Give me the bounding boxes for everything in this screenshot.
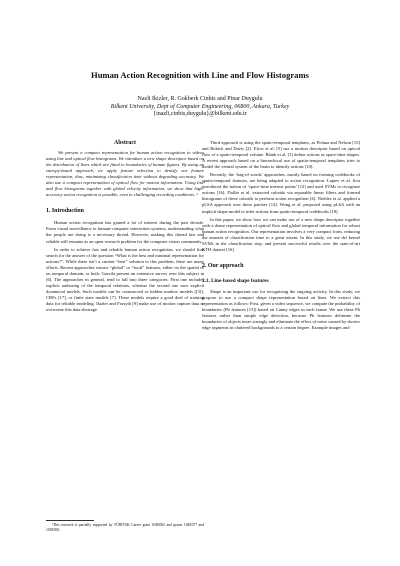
left-column: [46, 140, 204, 313]
author-block: [0, 96, 400, 119]
affiliation: Bilkent University, Dept of Computer Engineering, 06800, Ankara, Turkey: [110, 103, 290, 110]
footnote-text: ¹This research is partially supported by TÜBİTAK Career grant 104E065 and grants 104E077 and 105E065.: [46, 523, 204, 532]
abstract-text: We present a compact representation for human action recognition in videos using line and optical flow histograms. We introduce a new shape descriptor based on the distribution of lines which are fitted to boundaries of human figures. By using an entropy-based approach, we apply feature selection to densify our feature representation, thus, minimizing classification time without degrading accuracy. We also use a compact representation of optical flow for motion information. Using line and flow histograms together with global velocity information, we show that high-accuracy action recognition is possible, even in challenging recording conditions. ¹: [46, 150, 204, 198]
footnote-rule: [46, 520, 94, 521]
subsection-heading-line-features: 2.1. Line-based shape features: [202, 277, 269, 284]
footnote: [46, 520, 204, 533]
section-heading-introduction: 1. Introduction: [46, 208, 84, 215]
intro-paragraph-4: Recently, the ‘bag-of-words’ approaches, mostly based on forming codebooks of spatio-temporal features, are being adapted to action recognition. Laptev et al. first introduced the notion of ‘space-time interest points’ [12] and used SVMs to recognize actions [16]. Dollár et al. extracted cuboids via separable linear filters and formed histograms of these cuboids to perform action recognition [4]. Niebles et al. applied a pLSA approach over these patches [14]. Wong et al. proposed using pLSA with an implicit shape model to infer actions from spatio-temporal codebooks [18].: [202, 172, 360, 214]
paper-title: Human Action Recognition with Line and Flow Histograms: [91, 70, 309, 80]
abstract: [46, 150, 204, 198]
approach-paragraph-1: Shape is an important cue for recognizing the ongoing activity. In this study, we propose to use a compact shape representation based on lines. We extract this representation as follows: First, given a video sequence, we compute the probability of boundaries (Pb features [13]) based on Canny edges in each frame. We use these Pb features rather than simple edge detection, because Pb features delineate the boundaries of objects more strongly and eliminate the effect of noise caused by shorter edge segments in cluttered backgrounds to a certain degree. Example images and: [202, 288, 360, 331]
right-column: [202, 140, 360, 331]
section-heading-approach: 2. Our approach: [202, 262, 244, 269]
intro-paragraph-5: In this paper, we show how we can make use of a new shape descriptor together with a dense representation of optical flow and global temporal information for robust human action recognition. Our representation involves a very compact form, reducing the amount of classification time to a great extent. In this study, we use rbf kernel SVMs in the classification step, and present successful results over the state-of-art KTH dataset [16].: [202, 216, 360, 252]
author-names: Nazli Ikizler, R. Gokberk Cinbis and Pinar Duygulu: [137, 96, 263, 102]
abstract-heading: Abstract: [114, 140, 136, 146]
intro-paragraph-3: Third approach is using the spatio-temporal templates, as Polana and Nelson [15] and Bobick and Davis [2]. Efros et al. [5] use a motion descriptor based on optical flow of a spatio-temporal volume. Blank et al. [1] define actions as space-time shapes. A recent approach based on a hierarchical use of spatio-temporal templates tries to model the ventral system of the brain to identify actions [10].: [202, 140, 360, 170]
intro-paragraph-1: Human action recognition has gained a lot of interest during the past decade. From visual surveillance to human-computer interaction systems, understanding what the people are doing is a necessary thread. However, making this thread fast and reliable still remains as an open research problem for the computer vision community.: [46, 220, 204, 244]
author-emails: {inazli,cinbis,duygulu}@bilkent.edu.tr: [153, 111, 247, 118]
intro-paragraph-2: In order to achieve fast and reliable human action recognition, we should first search for the answer of the question “What is the best and minimal representation for actions?”. While there isn’t a current “best” solution to this problem, there are many efforts. Recent approaches extract “global” or “local” features, either on the spatial or on temporal domain, or both. Gavrila present an extensive survey over this subject in [6]. The approaches in general, tend to fall into three categories. First one includes explicit authoring of the temporal relations, whereas the second one uses explicit dynamical models. Such models can be constructed as hidden markov models ([3]), CRFs [17], or finite state models [7]. These models require a good deal of training data for reliable modeling. Ikizler and Forsyth [9] make use of motion capture data to overcome this data shortage.: [46, 246, 204, 313]
